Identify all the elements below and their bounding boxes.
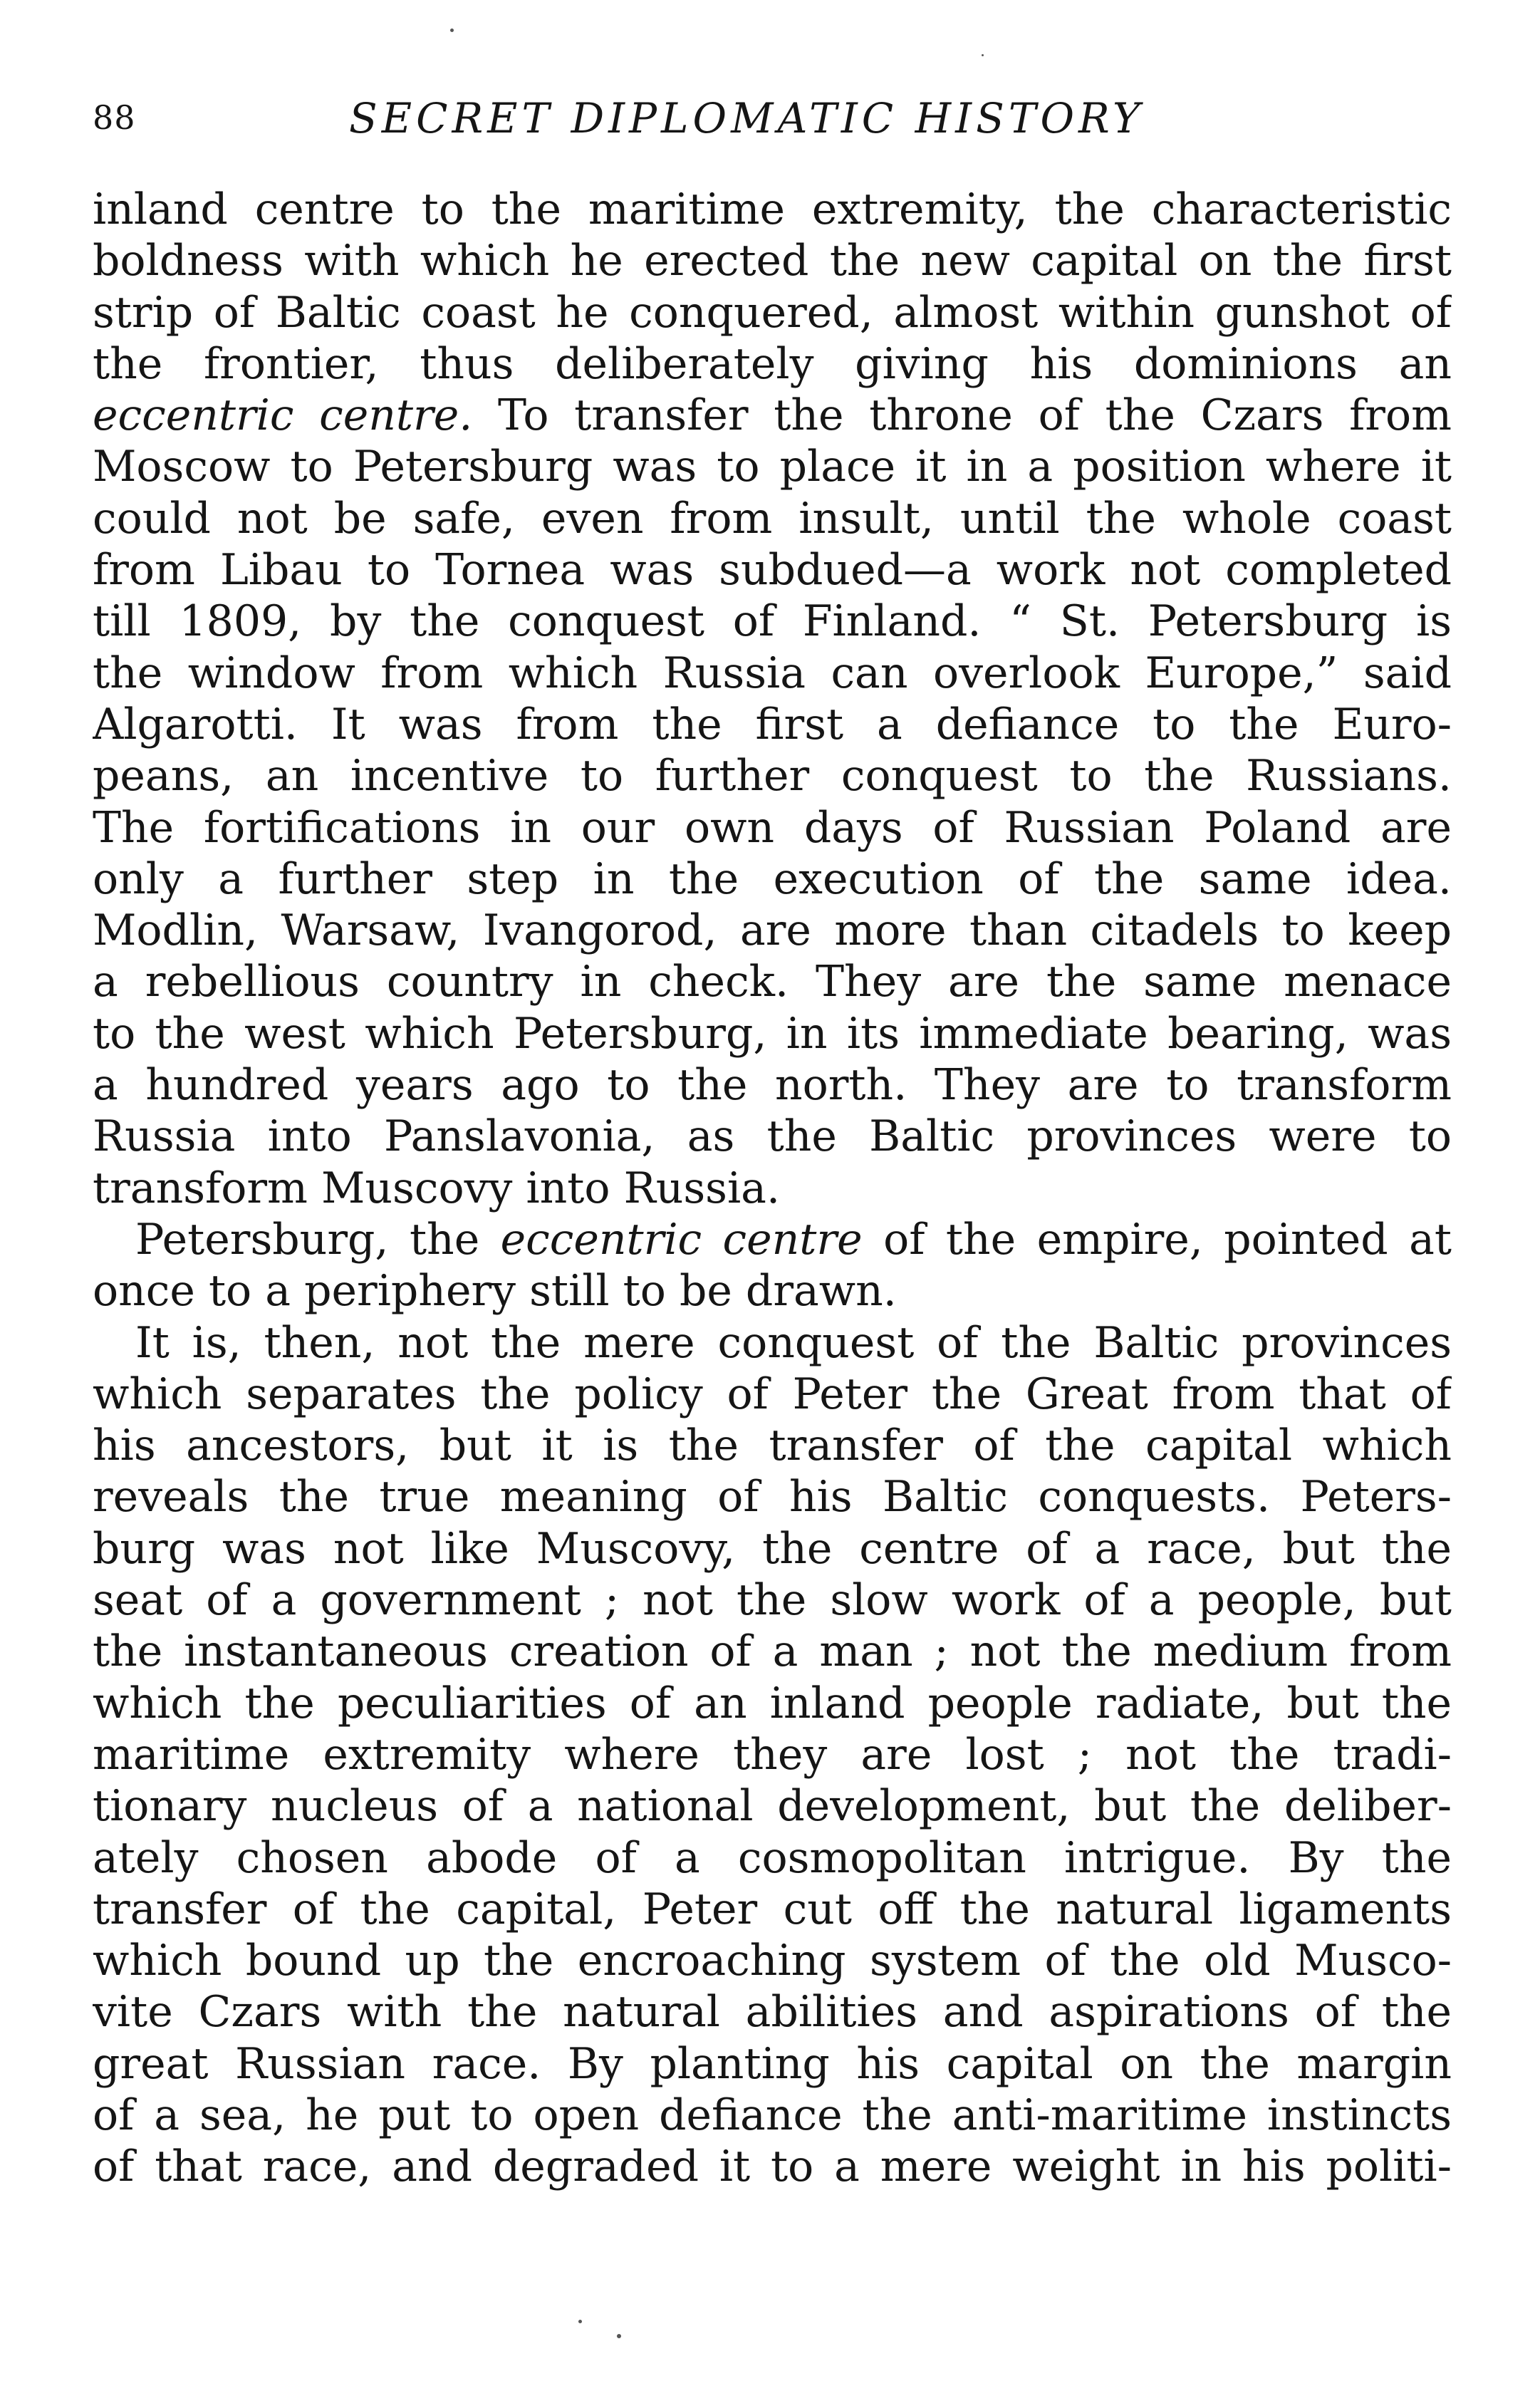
text-run: Petersburg, the [135, 1214, 501, 1265]
text-line: ately chosen abode of a cosmopolitan intrigue. By the [93, 1832, 1452, 1883]
text-line: Moscow to Petersburg was to place it in a position where it [93, 442, 1452, 492]
text-line: burg was not like Muscovy, the centre of a race, but the [93, 1523, 1452, 1574]
text-line: maritime extremity where they are lost ; not the tradi- [93, 1729, 1452, 1780]
running-head [93, 84, 1460, 148]
text-line: Russia into Panslavonia, as the Baltic provinces were to [93, 1111, 1452, 1162]
text-line: to the west which Petersburg, in its immediate bearing, was [93, 1008, 1452, 1059]
text-line: peans, an incentive to further conquest to the Russians. [93, 751, 1452, 802]
text-line: the window from which Russia can overlook Europe,” said [93, 648, 1452, 698]
page-number: 88 [93, 98, 136, 137]
ink-speck [578, 2320, 582, 2323]
running-title: SECRET DIPLOMATIC HISTORY [349, 94, 1145, 142]
italic-phrase: eccentric centre [500, 1214, 863, 1265]
text-line: once to a periphery still to be drawn. [93, 1266, 897, 1317]
text-line: a rebellious country in check. They are the same menace [93, 957, 1452, 1007]
text-line: The fortifications in our own days of Russian Poland are [93, 802, 1452, 853]
text-line: Modlin, Warsaw, Ivangorod, are more than citadels to keep [93, 906, 1452, 956]
text-line: till 1809, by the conquest of Finland. “ St. Petersburg is [93, 596, 1452, 647]
text-line: the instantaneous creation of a man ; not the medium from [93, 1627, 1452, 1677]
text-line: which the peculiarities of an inland people radiate, but the [93, 1678, 1452, 1728]
text-line [93, 390, 1452, 441]
text-line: which bound up the encroaching system of the old Musco- [93, 1936, 1452, 1986]
body-text [93, 184, 1452, 2193]
text-run: of the empire, pointed at [862, 1214, 1452, 1265]
text-line: strip of Baltic coast he conquered, almost within gunshot of [93, 287, 1452, 338]
text-line: the frontier, thus deliberately giving his dominions an [93, 338, 1452, 389]
text-line: Algarotti. It was from the first a defiance to the Euro- [93, 699, 1452, 749]
ink-speck [450, 28, 454, 32]
text-line: transform Muscovy into Russia. [93, 1163, 781, 1213]
text-line: tionary nucleus of a national development, but the deliber- [93, 1781, 1452, 1832]
text-line: transfer of the capital, Peter cut off the natural ligaments [93, 1884, 1452, 1934]
text-line: which separates the policy of Peter the Great from that of [93, 1369, 1452, 1419]
text-line: his ancestors, but it is the transfer of the capital which [93, 1421, 1452, 1471]
text-line: boldness with which he erected the new capital on the first [93, 236, 1452, 286]
italic-phrase: eccentric centre. [93, 390, 473, 441]
text-line: seat of a government ; not the slow work of a people, but [93, 1575, 1452, 1626]
text-line: inland centre to the maritime extremity, the characteristic [93, 185, 1452, 234]
text-line [93, 1214, 1452, 1265]
ink-speck [982, 54, 984, 56]
text-line: It is, then, not the mere conquest of the Baltic provinces [135, 1317, 1452, 1368]
text-line: from Libau to Tornea was subdued—a work not completed [93, 545, 1452, 596]
text-line: vite Czars with the natural abilities and aspirations of the [93, 1987, 1452, 2038]
ink-speck [617, 2334, 621, 2338]
text-line: great Russian race. By planting his capital on the margin [93, 2038, 1452, 2089]
text-line: of that race, and degraded it to a mere weight in his politi- [93, 2142, 1452, 2192]
text-run: To transfer the throne of the Czars from [472, 390, 1452, 441]
text-line: only a further step in the execution of the same idea. [93, 854, 1452, 904]
text-line: reveals the true meaning of his Baltic conquests. Peters- [93, 1472, 1452, 1523]
text-line: could not be safe, even from insult, until the whole coast [93, 493, 1452, 544]
text-line: a hundred years ago to the north. They are to transform [93, 1060, 1452, 1111]
text-line: of a sea, he put to open defiance the anti-maritime instincts [93, 2090, 1452, 2140]
